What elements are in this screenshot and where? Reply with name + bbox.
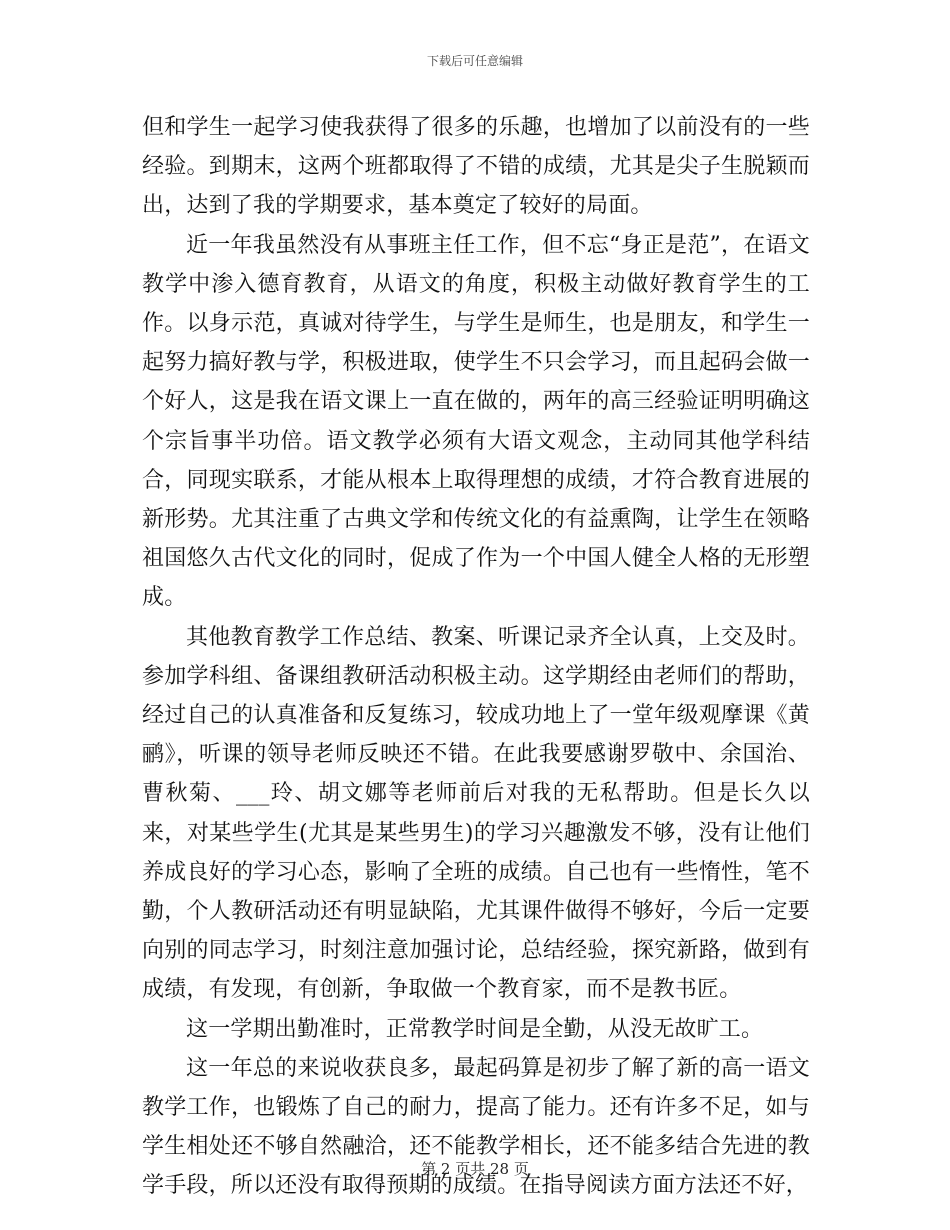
page-number-footer: 第 2 页共 28 页 bbox=[421, 1160, 529, 1178]
paragraph-3: 其他教育教学工作总结、教案、听课记录齐全认真，上交及时。参加学科组、备课组教研活动积极主动。这学期经由老师们的帮助，经过自己的认真准备和反复练习，较成功地上了一堂年级观摩课《黄鹂》，听课的领导老师反映还不错。在此我要感谢罗敬中、余国治、曹秋菊、___玲、胡文娜等老师前后对我的无私帮助。但是长久以来，对某些学生(尤其是某些男生)的学习兴趣激发不够，没有让他们养成良好的学习心态，影响了全班的成绩。自己也有一些惰性，笔不勤，个人教研活动还有明显缺陷，尤其课件做得不够好，今后一定要向别的同志学习，时刻注意加强讨论，总结经验，探究新路，做到有成绩，有发现，有创新，争取做一个教育家，而不是教书匠。 bbox=[142, 624, 810, 1003]
header-note: 下载后可任意编辑 bbox=[426, 54, 523, 68]
paragraph-2: 近一年我虽然没有从事班主任工作，但不忘“身正是范”，在语文教学中渗入德育教育，从语文的角度，积极主动做好教育学生的工作。以身示范，真诚对待学生，与学生是师生，也是朋友，和学生一起努力搞好教与学，积极进取，使学生不只会学习，而且起码会做一个好人，这是我在语文课上一直在做的，两年的高三经验证明明确这个宗旨事半功倍。语文教学必须有大语文观念，主动同其他学科结合，同现实联系，才能从根本上取得理想的成绩，才符合教育进展的新形势。尤其注重了古典文学和传统文化的有益熏陶，让学生在领略祖国悠久古代文化的同时，促成了作为一个中国人健全人格的无形塑成。 bbox=[142, 232, 810, 611]
document-body bbox=[142, 108, 810, 1206]
paragraph-5: 这一年总的来说收获良多，最起码算是初步了解了新的高一语文教学工作，也锻炼了自己的耐力，提高了能力。还有许多不足，如与学生相处还不够自然融洽，还不能教学相长，还不能多结合先进的教学手段，所以还没有取得预期的成绩。在指导阅读方面方法还不好， bbox=[142, 1055, 810, 1199]
paragraph-1: 但和学生一起学习使我获得了很多的乐趣，也增加了以前没有的一些经验。到期末，这两个班都取得了不错的成绩，尤其是尖子生脱颖而出，达到了我的学期要求，基本奠定了较好的局面。 bbox=[142, 115, 810, 219]
paragraph-4: 这一学期出勤准时，正常教学时间是全勤，从没无故旷工。 bbox=[186, 1016, 764, 1042]
